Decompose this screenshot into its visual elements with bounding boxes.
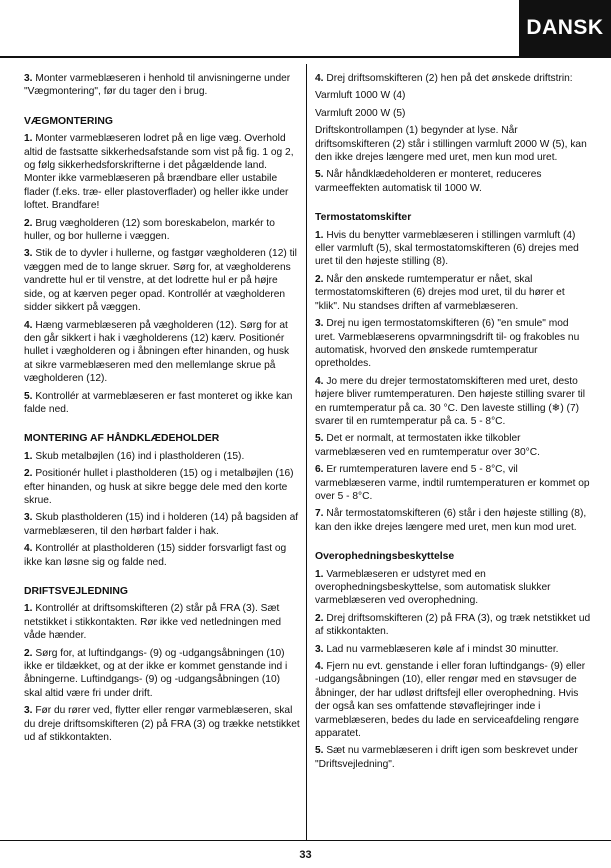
page-number: 33 <box>299 849 312 861</box>
wall-step-1: 1. Monter varmeblæseren lodret på en lige væg. Overhold altid de fastsatte sikkerhedsafstande som vist på fig. 1 og 2, og følg sikkerhedsforskrifterne i det pågældende land. Monter ikke varmeblæseren på brændbare eller ustabile flader (f.eks. træ- eller plastoverflader) og heller ikke under loftet. Brandfare! <box>24 133 294 212</box>
column-divider <box>306 64 307 840</box>
overheat-step-5: 5. Sæt nu varmeblæseren i drift igen som beskrevet under "Driftsvejledning". <box>315 745 578 770</box>
language-tab <box>519 0 611 56</box>
wall-step-3: 3. Stik de to dyvler i hullerne, og fastgør vægholderen (12) til væggen med de to lange skruer. Sørg for, at vægholderens vandrette hul er til venstre, at det lodrette hul er på højre side, og at kærven peger opad. Kontrollér at vægholderen sidder sikkert på væggen. <box>24 248 297 314</box>
heading-towel-holder: MONTERING AF HÅNDKLÆDEHOLDER <box>24 433 220 445</box>
thermo-step-6: 6. Er rumtemperaturen lavere end 5 - 8°C, vil varmeblæseren varme, indtil rumtemperaturen er kommet op over 5 - 8°C. <box>315 464 590 502</box>
mode-2000w: Varmluft 2000 W (5) <box>315 107 406 119</box>
thermo-step-2: 2. Når den ønskede rumtemperatur er nået, skal termostatomskifteren (6) drejes mod uret, til du hører et "klik". Nu standses driften af varmeblæseren. <box>315 273 565 312</box>
thermo-step-5: 5. Det er normalt, at termostaten ikke tilkobler varmeblæseren ved en rumtemperatur over 30°C. <box>315 433 540 458</box>
wall-step-5: 5. Kontrollér at varmeblæseren er fast monteret og ikke kan falde ned. <box>24 390 293 415</box>
ops-step-1: 1. Kontrollér at driftsomskifteren (2) står på FRA (3). Sæt netstikket i stikkontakten. Rør ikke ved netledningen med våde hænder. <box>24 603 282 642</box>
wall-step-2: 2. Brug vægholderen (12) som boreskabelon, markér to huller, og bor hullerne i væggen. <box>24 217 275 243</box>
ops-step-2: 2. Sørg for, at luftindgangs- (9) og -udgangsåbningen (10) ikke er tildækket, og at der ikke er kommet genstande ind i åbningerne. Luftindgangs- (9) og -udgangsåbningen (10) skal altid være fri under drift. <box>24 647 288 699</box>
mount-instruction: 3. Monter varmeblæseren i henhold til anvisningerne under "Vægmontering", før du tager den i brug. <box>24 73 291 98</box>
right-column <box>315 72 591 775</box>
overheat-step-2: 2. Drej driftsomskifteren (2) på FRA (3), og træk netstikket ud af stikkontakten. <box>315 612 591 638</box>
heading-thermostat: Termostatomskifter <box>315 212 412 224</box>
ops-step-4-note: Driftskontrollampen (1) begynder at lyse. Når driftsomskifteren (2) står i stillingen varmluft 2000 W (5), kan den ikke drejes længere med uret, men kun mod uret. <box>315 125 587 164</box>
heading-operation: DRIFTSVEJLEDNING <box>24 586 128 597</box>
mode-1000w: Varmluft 1000 W (4) <box>315 90 406 102</box>
language-label: DANSK <box>526 16 604 39</box>
heading-wall-mounting: VÆGMONTERING <box>24 115 113 127</box>
heading-overheat: Overophedningsbeskyttelse <box>315 551 455 563</box>
ops-step-4: 4. Drej driftsomskifteren (2) hen på det ønskede driftstrin: <box>315 73 573 84</box>
header-rule <box>0 56 611 58</box>
towel-step-1: 1. Skub metalbøjlen (16) ind i plastholderen (15). <box>24 450 245 462</box>
towel-step-2: 2. Positionér hullet i plastholderen (15) og i metalbøjlen (16) efter hinanden, og husk at sikre begge dele med den korte skrue. <box>24 468 294 506</box>
thermo-step-7: 7. Når termostatomskifteren (6) står i den højeste stilling (8), kan den ikke drejes længere med uret, men kun mod uret. <box>315 508 587 533</box>
overheat-step-1: 1. Varmeblæseren er udstyret med en overophedningsbeskyttelse, som automatisk slukker varmeblæseren ved overophedning. <box>315 568 551 607</box>
overheat-step-3: 3. Lad nu varmeblæseren køle af i mindst 30 minutter. <box>315 643 559 655</box>
overheat-step-4: 4. Fjern nu evt. genstande i eller foran luftindgangs- (9) eller -udgangsåbningen (10), eller rengør med en støvsuger de åbninger, der har udløst driftsfejl eller overophedning. Hvis der også kan ses omfattende støvaflejringer inde i varmeblæseren, bedes du lade en serviceafdeling rengøre apparatet. <box>315 661 586 740</box>
ops-step-5: 5. Når håndklædeholderen er monteret, reduceres varmeeffekten automatisk til 1000 W. <box>315 169 542 194</box>
thermo-step-3: 3. Drej nu igen termostatomskifteren (6) "en smule" mod uret. Varmeblæserens opvarmningsdrift til- og frakobles nu automatisk, hvorved den ønskede rumtemperatur opretholdes. <box>315 318 580 370</box>
thermo-step-1: 1. Hvis du benytter varmeblæseren i stillingen varmluft (4) eller varmluft (5), skal termostatomskifteren (6) drejes med uret til den højeste stilling (8). <box>315 229 579 268</box>
ops-step-3: 3. Før du rører ved, flytter eller rengør varmeblæseren, skal du dreje driftsomskifteren (2) på FRA (3) og trække netstikket ud af stikkontakten. <box>24 705 300 744</box>
wall-step-4: 4. Hæng varmeblæseren på vægholderen (12). Sørg for at den går sikkert i hak i vægholderens (12) kærv. Positionér hullet i vægholderen og i åbningen efter hinanden, og husk at sikre varmeblæseren med den mellemlange skrue på vægholderen (12). <box>24 319 290 385</box>
thermo-step-4: 4. Jo mere du drejer termostatomskifteren med uret, desto højere bliver rumtemperaturen. Den højeste stilling svarer til en rumtemperatur på ca. 30 °C. Den laveste stilling (❄) (7) svarer til en rumtemperatur på ca. 5 - 8°C. <box>315 375 586 427</box>
footer-rule <box>0 840 611 841</box>
left-column <box>24 72 300 748</box>
towel-step-4: 4. Kontrollér at plastholderen (15) sidder forsvarligt fast og ikke kan løsne sig og falde ned. <box>24 543 287 568</box>
towel-step-3: 3. Skub plastholderen (15) ind i holderen (14) på bagsiden af varmeblæseren, til den hørbart falder i hak. <box>24 512 299 537</box>
